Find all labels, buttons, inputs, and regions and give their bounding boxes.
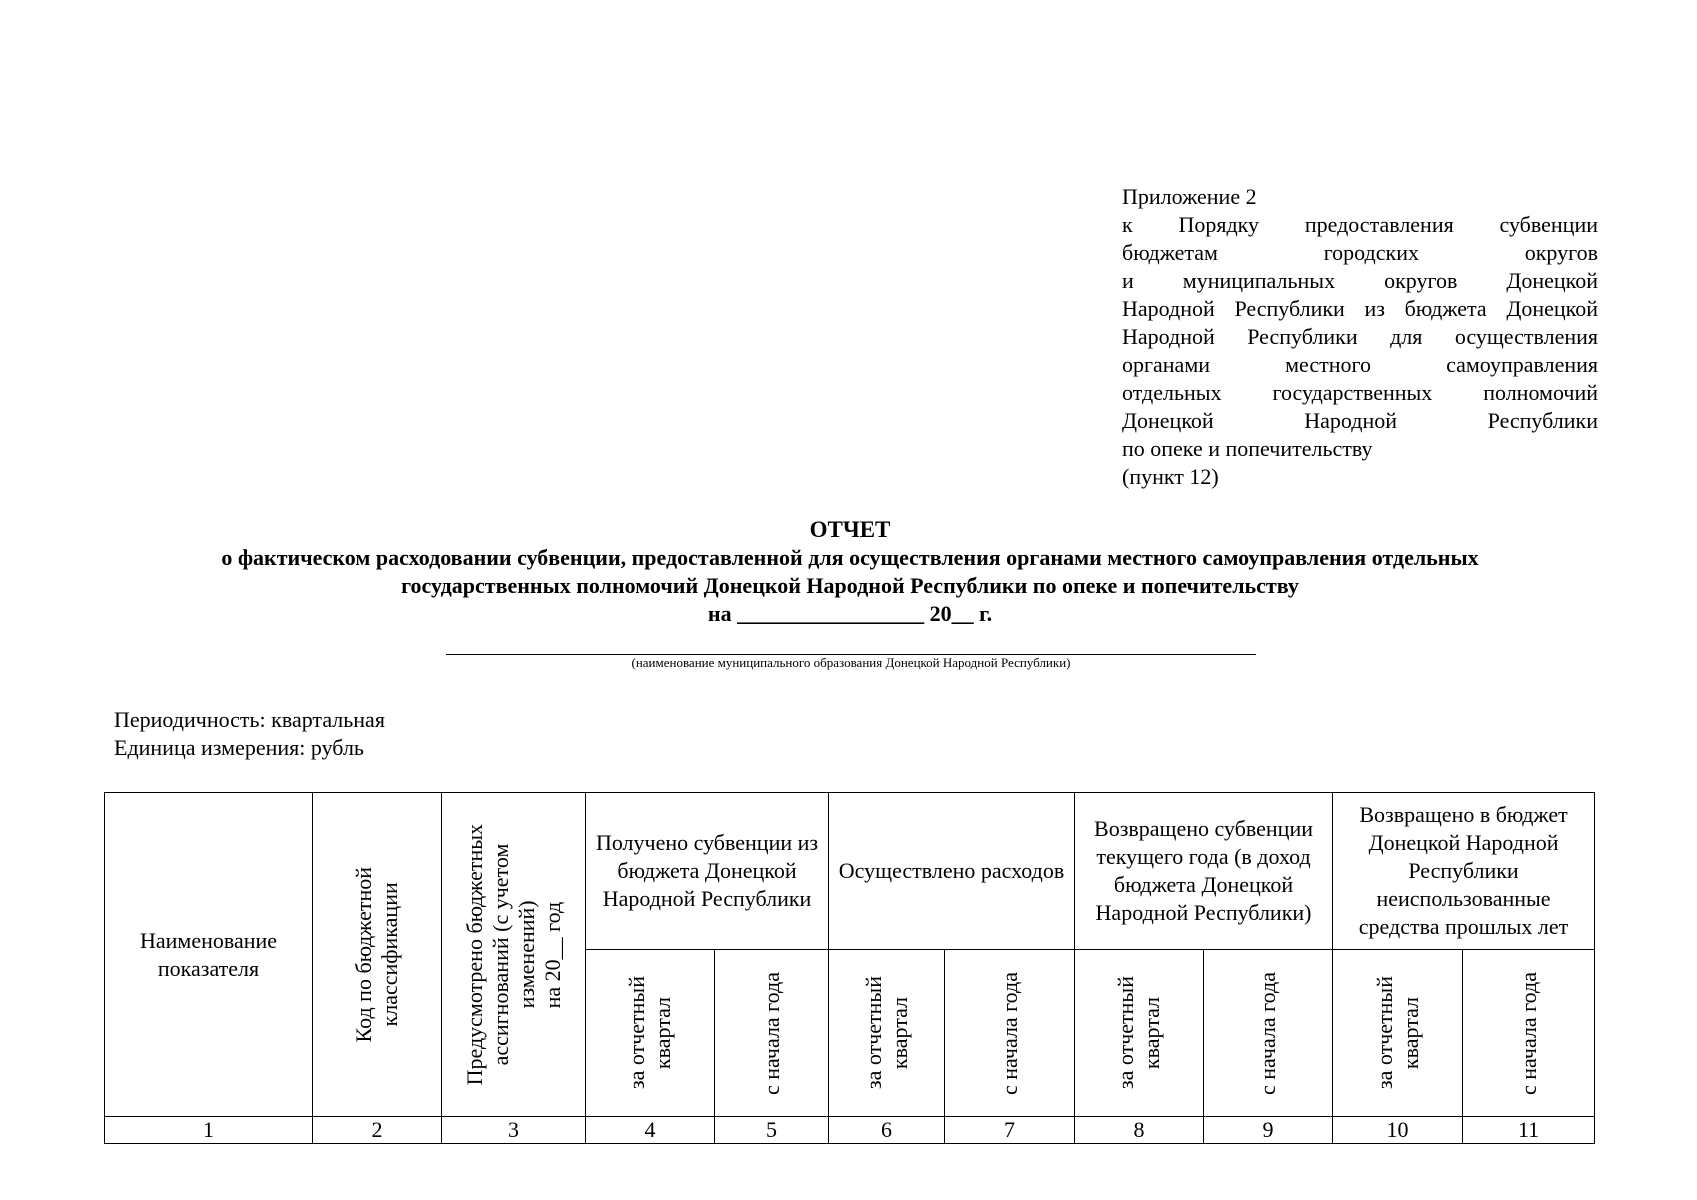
column-number-row [105,1117,1595,1144]
subheader-ytd: с начала года [1204,950,1333,1117]
column-number: 4 [586,1117,715,1144]
report-date-line: на _________________ 20__ г. [707,601,993,626]
annex-block [1122,183,1598,491]
column-number: 3 [442,1117,586,1144]
report-table [104,792,1595,1144]
subheader-quarter: за отчетный квартал [1333,950,1463,1117]
report-subtitle-line1: о фактическом расходовании субвенции, предоставленной для осуществления органами местного самоуправления отдельных [221,545,1479,570]
annex-line: бюджетам городских округов [1122,240,1598,265]
table-header-row [105,793,1595,950]
annex-line: по опеке и попечительству [1122,436,1373,461]
periodicity-label: Периодичность: квартальная [114,707,385,732]
subheader-ytd: с начала года [945,950,1075,1117]
column-number: 5 [715,1117,829,1144]
header-received-subvention: Получено субвенции из бюджета Донецкой Народной Республики [586,793,829,950]
annex-line: отдельных государственных полномочий [1122,380,1598,405]
column-number: 10 [1333,1117,1463,1144]
report-title: ОТЧЕТ [809,517,891,542]
header-returned-prior-years: Возвращено в бюджет Донецкой Народной Республики неиспользованные средства прошлых лет [1333,793,1595,950]
header-budget-code: Код по бюджетной классификации [313,793,442,1117]
annex-line: и муниципальных округов Донецкой [1122,268,1598,293]
column-number: 11 [1463,1117,1595,1144]
column-number: 9 [1204,1117,1333,1144]
header-planned-allocations: Предусмотрено бюджетных ассигнований (с учетом изменений) на 20__ год [442,793,586,1117]
subheader-quarter: за отчетный квартал [1075,950,1204,1117]
header-returned-current-year: Возвращено субвенции текущего года (в доход бюджета Донецкой Народной Республики) [1075,793,1333,950]
report-title-block [120,516,1580,628]
municipality-caption: (наименование муниципального образования Донецкой Народной Республики) [631,655,1071,670]
annex-line: Народной Республики для осуществления [1122,324,1598,349]
header-indicator-name: Наименование показателя [105,793,313,1117]
column-number: 1 [105,1117,313,1144]
column-number: 6 [829,1117,945,1144]
annex-line: органами местного самоуправления [1122,352,1598,377]
annex-line: Донецкой Народной Республики [1122,408,1598,433]
report-meta [114,706,385,762]
report-subtitle-line2: государственных полномочий Донецкой Народной Республики по опеке и попечительству [401,573,1299,598]
annex-clause: (пункт 12) [1122,464,1219,489]
header-expenses: Осуществлено расходов [829,793,1075,950]
unit-label: Единица измерения: рубль [114,735,364,760]
annex-line: Народной Республики из бюджета Донецкой [1122,296,1598,321]
column-number: 7 [945,1117,1075,1144]
subheader-quarter: за отчетный квартал [586,950,715,1117]
annex-line: к Порядку предоставления субвенции [1122,212,1598,237]
subheader-quarter: за отчетный квартал [829,950,945,1117]
column-number: 8 [1075,1117,1204,1144]
column-number: 2 [313,1117,442,1144]
subheader-ytd: с начала года [1463,950,1595,1117]
subheader-ytd: с начала года [715,950,829,1117]
annex-title: Приложение 2 [1122,184,1257,209]
